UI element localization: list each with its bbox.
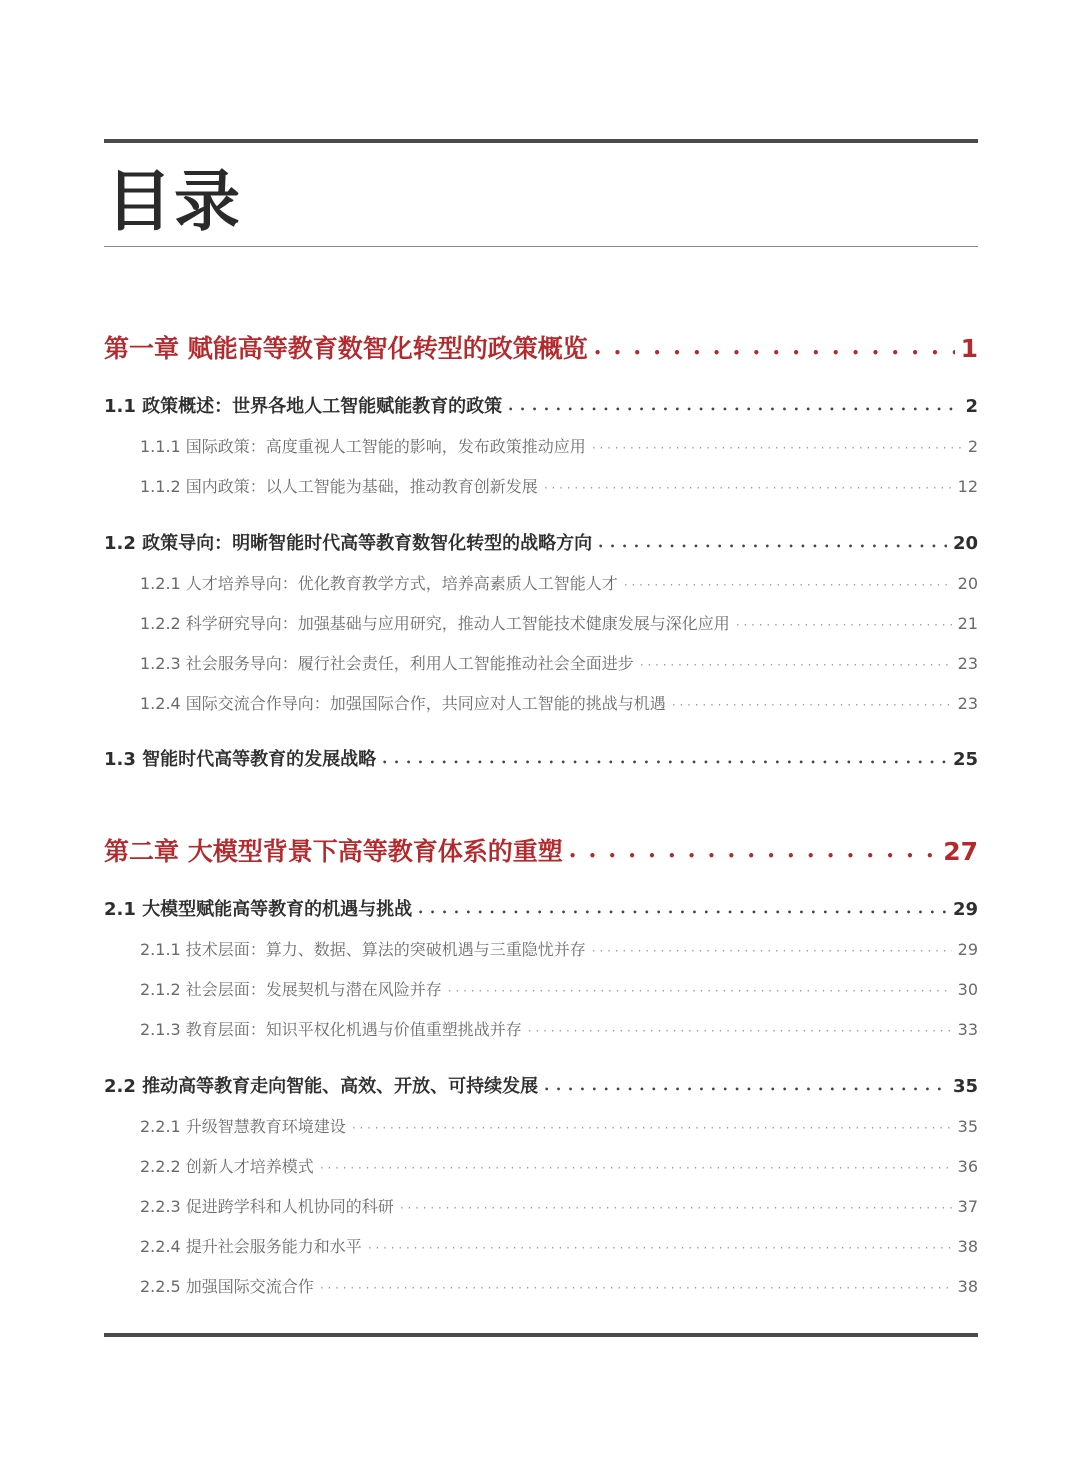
toc-subsection-label: 2.2.4 提升社会服务能力和水平: [140, 1237, 362, 1256]
page-title: 目录: [106, 163, 242, 240]
toc-subsection-2-2-2[interactable]: [140, 1154, 978, 1180]
toc-page: [104, 0, 978, 1466]
toc-page-number: 33: [957, 1020, 978, 1039]
toc-chapter-label: 第二章 大模型背景下高等教育体系的重塑: [104, 837, 563, 866]
dot-leader: [448, 977, 952, 1004]
title-divider: [104, 246, 978, 247]
toc-section-label: 1.2 政策导向：明晰智能时代高等教育数智化转型的战略方向: [104, 533, 593, 554]
toc-page-number: 23: [957, 654, 978, 673]
dot-leader: [320, 1274, 952, 1301]
toc-subsection-label: 2.2.1 升级智慧教育环境建设: [140, 1117, 346, 1136]
toc-subsection-label: 1.2.2 科学研究导向：加强基础与应用研究，推动人工智能技术健康发展与深化应用: [140, 614, 730, 633]
toc-chapter-label: 第一章 赋能高等教育数智化转型的政策概览: [104, 334, 588, 363]
toc-page-number: 20: [952, 533, 978, 554]
toc-section-1-3[interactable]: [104, 746, 978, 774]
toc-subsection-label: 1.1.1 国际政策：高度重视人工智能的影响，发布政策推动应用: [140, 437, 586, 456]
toc-section-label: 1.1 政策概述：世界各地人工智能赋能教育的政策: [104, 396, 503, 417]
toc-subsection-2-1-2[interactable]: [140, 977, 978, 1003]
toc-page-number: 37: [957, 1197, 978, 1216]
dot-leader: [640, 651, 952, 678]
toc-subsection-2-1-3[interactable]: [140, 1017, 978, 1043]
toc-page-number: 23: [957, 694, 978, 713]
toc-section-1-1[interactable]: [104, 393, 978, 421]
toc-section-label: 2.1 大模型赋能高等教育的机遇与挑战: [104, 899, 413, 920]
dot-leader: [592, 937, 952, 964]
toc-page-number: 35: [952, 1076, 978, 1097]
toc-subsection-2-1-1[interactable]: [140, 937, 978, 963]
toc-section-1-2[interactable]: [104, 530, 978, 558]
top-rule: [104, 139, 978, 143]
toc-page-number: 27: [943, 837, 978, 866]
toc-page-number: 35: [957, 1117, 978, 1136]
toc-subsection-2-2-1[interactable]: [140, 1114, 978, 1140]
dot-leader: [592, 434, 962, 461]
toc-subsection-2-2-5[interactable]: [140, 1274, 978, 1300]
dot-leader: [598, 530, 947, 561]
toc-page-number: 36: [957, 1157, 978, 1176]
toc-page-number: 21: [957, 614, 978, 633]
toc-section-label: 1.3 智能时代高等教育的发展战略: [104, 749, 377, 770]
dot-leader: [400, 1194, 952, 1221]
toc-subsection-label: 2.2.2 创新人才培养模式: [140, 1157, 314, 1176]
dot-leader: [544, 474, 952, 501]
dot-leader: [320, 1154, 952, 1181]
dot-leader: [624, 571, 952, 598]
toc-section-2-2[interactable]: [104, 1073, 978, 1101]
toc-page-number: 25: [952, 749, 978, 770]
dot-leader: [736, 611, 952, 638]
dot-leader: [594, 331, 955, 371]
toc-subsection-label: 2.2.3 促进跨学科和人机协同的科研: [140, 1197, 394, 1216]
toc-page-number: 38: [957, 1277, 978, 1296]
dot-leader: [569, 834, 937, 874]
toc-subsection-1-2-3[interactable]: [140, 651, 978, 677]
toc-subsection-1-2-4[interactable]: [140, 691, 978, 717]
dot-leader: [382, 746, 947, 777]
toc-page-number: 20: [957, 574, 978, 593]
toc-subsection-2-2-3[interactable]: [140, 1194, 978, 1220]
toc-subsection-label: 2.1.3 教育层面：知识平权化机遇与价值重塑挑战并存: [140, 1020, 522, 1039]
dot-leader: [418, 896, 947, 927]
toc-subsection-label: 2.1.2 社会层面：发展契机与潜在风险并存: [140, 980, 442, 999]
toc-page-number: 29: [957, 940, 978, 959]
toc-page-number: 38: [957, 1237, 978, 1256]
toc-subsection-label: 2.1.1 技术层面：算力、数据、算法的突破机遇与三重隐忧并存: [140, 940, 586, 959]
toc-subsection-label: 1.2.1 人才培养导向：优化教育教学方式，培养高素质人工智能人才: [140, 574, 618, 593]
toc-chapter-2[interactable]: [104, 834, 978, 870]
toc-section-2-1[interactable]: [104, 896, 978, 924]
toc-subsection-label: 1.1.2 国内政策：以人工智能为基础，推动教育创新发展: [140, 477, 538, 496]
toc-subsection-label: 1.2.3 社会服务导向：履行社会责任，利用人工智能推动社会全面进步: [140, 654, 634, 673]
toc-section-label: 2.2 推动高等教育走向智能、高效、开放、可持续发展: [104, 1076, 539, 1097]
toc-page-number: 12: [957, 477, 978, 496]
toc-page-number: 1: [960, 334, 978, 363]
toc-subsection-1-1-1[interactable]: [140, 434, 978, 460]
toc-subsection-label: 1.2.4 国际交流合作导向：加强国际合作，共同应对人工智能的挑战与机遇: [140, 694, 666, 713]
dot-leader: [544, 1073, 947, 1104]
dot-leader: [508, 393, 959, 424]
dot-leader: [528, 1017, 952, 1044]
bottom-rule: [104, 1333, 978, 1337]
toc-subsection-label: 2.2.5 加强国际交流合作: [140, 1277, 314, 1296]
toc-page-number: 2: [967, 437, 978, 456]
toc-subsection-1-2-1[interactable]: [140, 571, 978, 597]
toc-subsection-1-1-2[interactable]: [140, 474, 978, 500]
toc-page-number: 2: [965, 396, 978, 417]
toc-chapter-1[interactable]: [104, 331, 978, 367]
toc-page-number: 29: [952, 899, 978, 920]
toc-page-number: 30: [957, 980, 978, 999]
dot-leader: [368, 1234, 952, 1261]
dot-leader: [672, 691, 952, 718]
dot-leader: [352, 1114, 952, 1141]
toc-subsection-2-2-4[interactable]: [140, 1234, 978, 1260]
toc-subsection-1-2-2[interactable]: [140, 611, 978, 637]
